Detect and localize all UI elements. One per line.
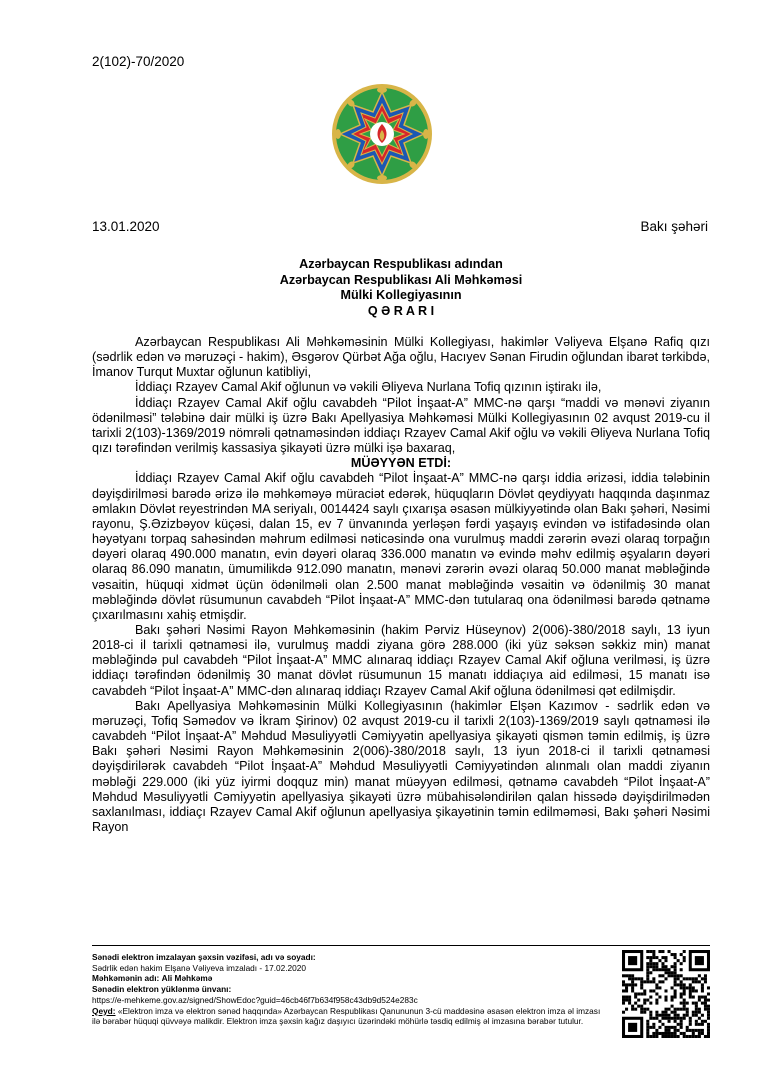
case-number: 2(102)-70/2020: [92, 54, 185, 69]
note-value: «Elektron imza və elektron sənəd haqqında» Azərbaycan Respublikası Qanununun 3-cü maddəsinə əsasən elektron imza əl imzası ilə bərabər hüquqi qüvvəyə malikdir. Elektron imza şəxsin kağız daşıyıcı üzərindəki möhürlə təsdiq edilmiş əl imzasına bərabər tutulur.: [92, 1005, 601, 1027]
decision-heading: [92, 257, 710, 319]
heading-line: Azərbaycan Respublikası Ali Məhkəməsi: [279, 272, 523, 287]
paragraph: Bakı Apellyasiya Məhkəməsinin Mülki Kollegiyasının (hakimlər Elşən Kazımov - sədrlik edən və məruzəçi, Tofiq Səmədov və İkram Şirinov) 02 avqust 2019-cu il tarixli 2(103)-1369/2019 saylı qətnaməsi ilə cavabdeh “Pilot İnşaat-A” Məhdud Məsuliyyətli Cəmiyyətin apellyasiya şikayəti qismən təmin edilmiş, iş üzrə Bakı şəhəri Nəsimi Rayon Məhkəməsinin 2(006)-380/2018 saylı, 13 iyun 2018-ci il tarixli qətnaməsi dəyişdirilərək cavabdeh “Pilot İnşaat-A” Məhdud Məsuliyyətli Cəmiyyətindən alınmalı olan maddi ziyanın məbləği 229.000 (iki yüz iyirmi doqquz min) manat müəyyən edilməsi, qətnamə cavabdeh “Pilot İnşaat-A” Məhdud Məsuliyyətli Cəmiyyətin apellyasiya şikayəti üzrə mübahisələndirilən qalan hissədə dəyişdirilmədən saxlanılması, iddiaçı Rzayev Camal Akif oğlunun apellyasiya şikayətinin təmin edilməməsi, Bakı şəhəri Nəsimi Rayon: [92, 698, 710, 834]
signature-footer: [92, 952, 607, 1027]
footer-divider: [92, 945, 710, 946]
heading-line: Mülki Kollegiyasının: [340, 288, 462, 303]
paragraph: İddiaçı Rzayev Camal Akif oğlunun və vəkili Əliyeva Nurlana Tofiq qızının iştirakı ilə,: [135, 380, 602, 395]
heading-title: Q Ə R A R I: [367, 303, 435, 318]
qr-code-icon: [622, 950, 710, 1038]
note-row: [92, 1006, 607, 1027]
court-value: Ali Məhkəmə: [161, 973, 213, 984]
note-label: Qeyd:: [92, 1005, 116, 1016]
court-row: [92, 973, 607, 984]
signer-value: Sədrlik edən hakim Elşanə Vəliyeva imzaladı - 17.02.2020: [92, 962, 306, 973]
signer-label: Sənədi elektron imzalayan şəxsin vəzifəsi, adı və soyadı:: [92, 952, 316, 962]
section-subheading: MÜƏYYƏN ETDİ:: [350, 456, 452, 471]
paragraph: İddiaçı Rzayev Camal Akif oğlu cavabdeh “Pilot İnşaat-A” MMC-nə qarşı iddia ərizəsi, iddia tələbinin dəyişdirilməsi barədə ərizə ilə məhkəməyə müraciət edərək, hüquqların Dövlət qeydiyyatı haqqında daşınmaz əmlakın Dövlət reyestrindən MA seriyalı, 0014424 saylı çıxarışa əsasən mülkiyyətində olan Bakı şəhəri, Nəsimi rayonu, Ş.Əzizbəyov küçəsi, dalan 15, ev 7 ünvanında yerləşən fərdi yaşayış evindən və istifadəsində olan həyətyanı torpaq sahəsindən məhrum edilməsi nəticəsində ona vurulmuş maddi zərərin əvəzi olaraq torpağın dəyəri olaraq 490.000 manatın, evin dəyəri olaraq 336.000 manatın və evində məhv edilmiş əşyaların dəyəri olaraq 86.090 manatın, ümumilikdə 912.090 manatın, mənəvi zərərin əvəzi olaraq 50.000 manat məbləğində vəsaitin, hüquqi xidmət üçün ödənilməli olan 2.500 manat məbləğində vəsaitin və ödənilmiş 30 manat məbləğində dövlət rüsumunun cavabdeh “Pilot İnşaat-A” MMC-dən tutularaq ona ödənilməsi barədə qətnamə çıxarılmasını xahiş etmişdir.: [92, 471, 710, 622]
decision-city: Bakı şəhəri: [640, 219, 708, 234]
paragraph: İddiaçı Rzayev Camal Akif oğlu cavabdeh “Pilot İnşaat-A” MMC-nə qarşı “maddi və mənəvi ziyanın ödənilməsi” tələbinə dair mülki iş üzrə Bakı Apellyasiya Məhkəməsi Mülki Kollegiyasının 02 avqust 2019-cu il tarixli 2(103)-1369/2019 nömrəli qətnaməsindən iddiaçı Rzayev Camal Akif oğlu və vəkili Əliyeva Nurlana Tofiq qızı tərəfindən verilmiş kassasiya şikayəti üzrə mülki işə baxaraq,: [92, 395, 710, 456]
paragraph: Azərbaycan Respublikası Ali Məhkəməsinin Mülki Kollegiyası, hakimlər Vəliyeva Elşanə Rafiq qızı (sədrlik edən və məruzəçi - hakim), Əsgərov Qürbət Ağa oğlu, Hacıyev Sənan Firudin oğlundan ibarət tərkibdə, İmanov Turqut Muxtar oğlunun katibliyi,: [92, 335, 710, 380]
address-link[interactable]: https://e-mehkeme.gov.az/signed/ShowEdoc?guid=46cb46f7b634f958c43db9d524e283c: [92, 994, 418, 1005]
decision-body: [92, 335, 710, 835]
state-emblem-icon: [330, 82, 434, 186]
heading-line: Azərbaycan Respublikası adından: [299, 257, 503, 271]
decision-date: 13.01.2020: [92, 219, 160, 234]
court-label: Məhkəmənin adı:: [92, 973, 160, 984]
paragraph: Bakı şəhəri Nəsimi Rayon Məhkəməsinin (hakim Pərviz Hüseynov) 2(006)-380/2018 saylı, 13 iyun 2018-ci il tarixli qətnaməsi ilə, vurulmuş maddi ziyana görə 288.000 (iki yüz səksən səkkiz min) manat məbləğində pul cavabdeh “Pilot İnşaat-A” MMC alınaraq iddiaçı Rzayev Camal Akif oğluna verilməsi, iş üzrə iddiaçı tərəfindən ödənilmiş 30 manat dövlət rüsumunun 15 manatı iddiaçıya aid edilməsi, 15 manatı isə cavabdeh “Pilot İnşaat-A” MMC-dən alınaraq iddiaçı Rzayev Camal Akif oğluna ödənilməsi qət edilmişdir.: [92, 622, 710, 698]
address-label: Sənədin elektron yüklənmə ünvanı:: [92, 984, 232, 995]
